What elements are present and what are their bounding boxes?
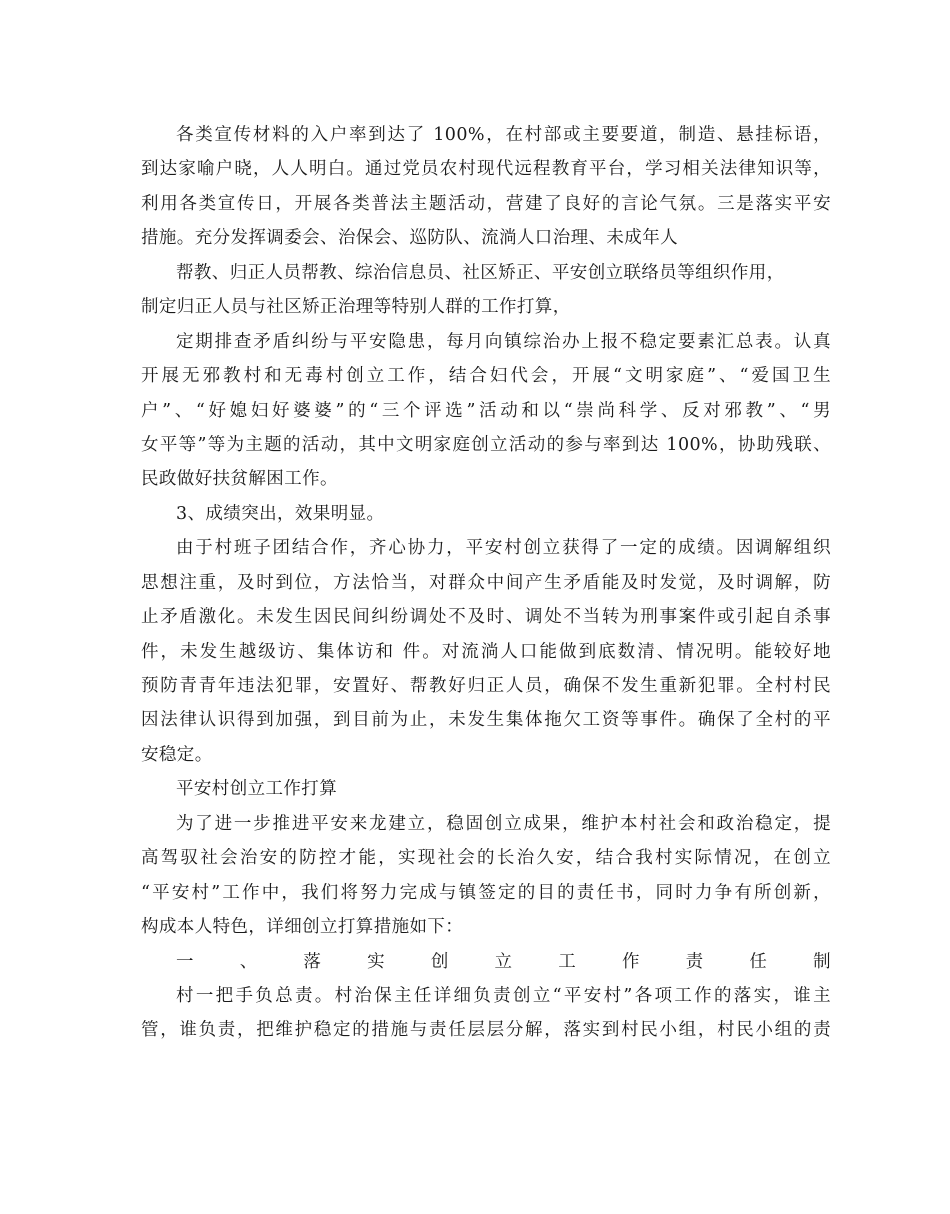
text-line: 构成本人特色，详细创立打算措施如下： <box>141 917 464 938</box>
text-line: 村一把手负总责。村治保主任详细负责创立“平安村”各项工作的落实，谁主 <box>176 985 831 1006</box>
text-line: 开展无邪教村和无毒村创立工作，结合妇代会，开展“文明家庭”、“爱国卫生 <box>141 366 831 387</box>
document-body <box>141 118 831 1048</box>
text-line: 帮教、归正人员帮教、综治信息员、社区矫正、平安创立联络员等组织作用， <box>176 262 785 283</box>
text-line: 为了进一步推进平安来龙建立，稳固创立成果，维护本村社会和政治稳定，提 <box>176 813 831 834</box>
text-line: 利用各类宣传日，开展各类普法主题活动，营建了良好的言论气氛。三是落实平安 <box>141 193 831 214</box>
text-line: 户”、“好媳妇好婆婆”的“三个评选”活动和以“崇尚科学、反对邪教”、“男 <box>141 400 831 421</box>
text-line: 到达家喻户晓，人人明白。通过党员农村现代远程教育平台，学习相关法律知识等， <box>141 159 831 180</box>
text-line: 民政做好扶贫解困工作。 <box>141 469 338 490</box>
text-line: 安稳定。 <box>141 744 213 765</box>
text-line: “平安村”工作中，我们将努力完成与镇签定的目的责任书，同时力争有所创新， <box>141 882 831 903</box>
text-line: 因法律认识得到加强，到目前为止，未发生集体拖欠工资等事件。确保了全村的平 <box>141 710 831 731</box>
text-line: 女平等”等为主题的活动，其中文明家庭创立活动的参与率到达 100%，协助残联、 <box>141 434 831 455</box>
text-line: 止矛盾激化。未发生因民间纠纷调处不及时、调处不当转为刑事案件或引起自杀事 <box>141 607 831 628</box>
text-line: 思想注重，及时到位，方法恰当，对群众中间产生矛盾能及时发觉，及时调解，防 <box>141 572 831 593</box>
text-line: 3、成绩突出，效果明显。 <box>176 503 385 524</box>
text-line: 平安村创立工作打算 <box>176 779 338 800</box>
text-line: 制定归正人员与社区矫正治理等特别人群的工作打算， <box>141 297 571 318</box>
text-line: 定期排查矛盾纠纷与平安隐患，每月向镇综治办上报不稳定要素汇总表。认真 <box>176 331 831 352</box>
text-line: 管，谁负责，把维护稳定的措施与责任层层分解，落实到村民小组，村民小组的责 <box>141 1020 831 1041</box>
text-line: 由于村班子团结合作，齐心协力，平安村创立获得了一定的成绩。因调解组织 <box>176 538 831 559</box>
text-line: 件，未发生越级访、集体访和 件。对流淌人口能做到底数清、情况明。能较好地 <box>141 641 831 662</box>
text-line: 各类宣传材料的入户率到达了 100%，在村部或主要要道，制造、悬挂标语， <box>176 125 831 145</box>
text-line: 高驾驭社会治安的防控才能，实现社会的长治久安，结合我村实际情况，在创立 <box>141 848 831 869</box>
text-line: 措施。充分发挥调委会、治保会、巡防队、流淌人口治理、未成年人 <box>141 228 678 249</box>
text-line: 一、落实创立工作责任制 <box>176 951 831 972</box>
text-line: 预防青青年违法犯罪，安置好、帮教好归正人员，确保不发生重新犯罪。全村村民 <box>141 676 831 696</box>
